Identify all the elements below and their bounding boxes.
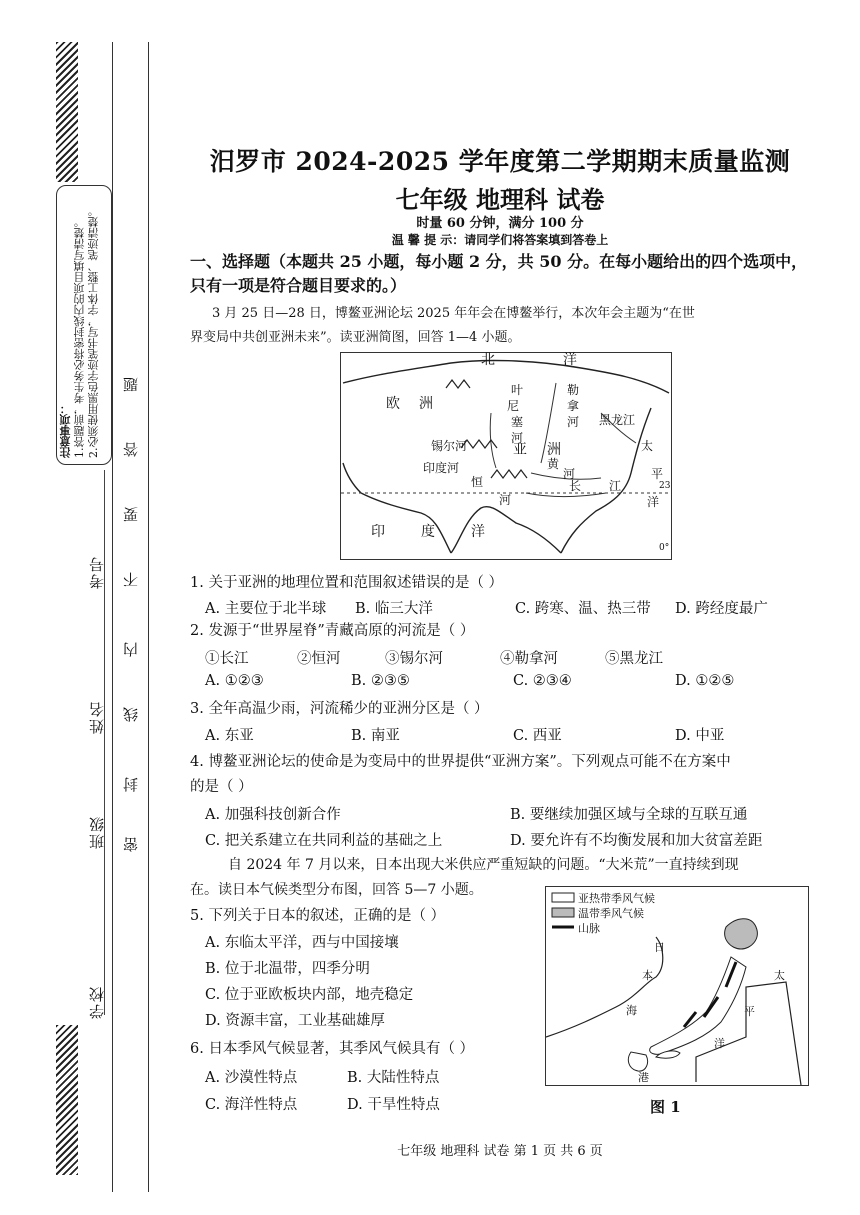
- exam-tip: 温 馨 提 示：请同学们将答案填到答卷上: [391, 233, 609, 247]
- japan-label-ben: 本: [642, 969, 653, 982]
- q5-option-a: A. 东临太平洋，西与中国接壤: [205, 935, 399, 951]
- q6-stem: 6. 日本季风气候显著，其季风气候具有（ ）: [190, 1041, 475, 1057]
- japan-legend-temperate: 温带季风气候: [578, 907, 644, 920]
- asia-label-le-2: 拿: [567, 399, 580, 413]
- asia-label-ocean: 洋: [563, 352, 577, 368]
- notice-item-1: 1.答题前，考生务必将密封线内的项目填写清楚。: [73, 216, 86, 458]
- q3-option-c: C. 西亚: [513, 728, 562, 744]
- asia-label-europe-2: 洲: [419, 396, 433, 412]
- q4-stem: 4. 博鳌亚洲论坛的使命是为变局中的世界提供“亚洲方案”。下列观点可能不在方案中: [190, 754, 731, 770]
- notice-item-2: 2.必须使用黑色字迹笔书写，字体工整、笔迹清楚。: [87, 205, 100, 458]
- asia-label-tai-2: 平: [651, 467, 664, 481]
- binding-line-outer: [112, 42, 113, 1192]
- q2-item-3: ③锡尔河: [385, 651, 443, 667]
- q1-option-c: C. 跨寒、温、热三带: [515, 601, 651, 617]
- q1-option-d: D. 跨经度最广: [675, 601, 768, 617]
- asia-label-huang-1: 黄: [547, 457, 560, 471]
- notice-box: [56, 185, 112, 465]
- japan-label-tai: 太: [774, 969, 785, 982]
- asia-map: [340, 352, 672, 560]
- q1-option-a: A. 主要位于北半球: [205, 601, 327, 617]
- q2-option-b: B. ②③⑤: [351, 673, 410, 689]
- exam-title: 汨罗市 2024-2025 学年度第二学期期末质量监测: [209, 147, 791, 176]
- japan-label-yang: 洋: [714, 1037, 725, 1050]
- context-2-line-2: 在。读日本气候类型分布图，回答 5—7 小题。: [190, 882, 483, 898]
- asia-label-asia-1: 亚: [513, 442, 527, 458]
- notice-title: 注意事项：: [59, 403, 72, 458]
- seal-char-6: 要: [122, 505, 140, 522]
- binding-hatch-top: [56, 42, 78, 182]
- asia-label-ye-3: 塞: [511, 415, 524, 429]
- asia-label-chang-2: 江: [609, 479, 622, 493]
- q3-options: [205, 724, 724, 745]
- q2-item-1: ①长江: [205, 651, 249, 667]
- q2-option-a: A. ①②③: [205, 673, 264, 689]
- q6-option-d: D. 干旱性特点: [347, 1097, 440, 1113]
- asia-label-ye-2: 尼: [507, 399, 520, 413]
- asia-label-ye-4: 河: [511, 431, 524, 445]
- seal-char-8: 题: [122, 375, 140, 392]
- seal-char-5: 不: [122, 570, 140, 587]
- q2-stem: 2. 发源于“世界屋脊”青藏高原的河流是（ ）: [190, 623, 475, 639]
- asia-label-chang-1: 长: [569, 479, 582, 493]
- japan-label-ri: 日: [654, 941, 665, 954]
- asia-label-xier: 锡尔河: [431, 439, 468, 453]
- japan-label-hai: 海: [626, 1004, 637, 1017]
- q6-option-b: B. 大陆性特点: [347, 1070, 440, 1086]
- q2-item-4: ④勒拿河: [500, 651, 558, 667]
- asia-label-heilong: 黑龙江: [599, 413, 636, 427]
- q6-option-c: C. 海洋性特点: [205, 1097, 298, 1113]
- field-underline: [104, 470, 105, 1015]
- q4-option-c: C. 把关系建立在共同利益的基础之上: [205, 833, 443, 849]
- q3-stem: 3. 全年高温少雨，河流稀少的亚洲分区是（ ）: [190, 701, 489, 717]
- asia-label-le-3: 河: [567, 415, 580, 429]
- seal-char-4: 内: [122, 640, 140, 657]
- japan-legend-mountain: 山脉: [578, 922, 600, 935]
- q4-option-a: A. 加强科技创新合作: [205, 807, 341, 823]
- asia-label-yindu: 印度河: [423, 461, 460, 475]
- q5-option-d: D. 资源丰富，工业基础雄厚: [205, 1013, 385, 1029]
- seal-char-2: 封: [122, 775, 140, 792]
- q4-options-row-1: [205, 803, 747, 824]
- asia-label-le-1: 勒: [567, 383, 580, 397]
- japan-legend-subtropical: 亚热带季风气候: [578, 892, 655, 905]
- q2-option-c: C. ②③④: [513, 673, 572, 689]
- class-label: 班级: [88, 815, 106, 849]
- asia-label-in-2: 度: [421, 524, 435, 540]
- asia-label-huang-2: 河: [563, 467, 576, 481]
- school-label: 学校: [88, 985, 106, 1019]
- japan-label-gang: 港: [638, 1071, 649, 1084]
- context-1-line-1: 3 月 25 日—28 日，博鳌亚洲论坛 2025 年年会在博鳌举行，本次年会主题为“在世: [212, 306, 695, 321]
- q6-option-a: A. 沙漠性特点: [205, 1070, 298, 1086]
- seal-char-7: 答: [122, 440, 140, 457]
- asia-label-heng-1: 恒: [471, 475, 484, 489]
- binding-line-inner: [148, 42, 149, 1192]
- q2-option-d: D. ①②⑤: [675, 673, 735, 689]
- q3-option-b: B. 南亚: [351, 728, 400, 744]
- asia-label-lat0: 0°: [659, 543, 670, 553]
- context-2-line-1: 自 2024 年 7 月以来，日本出现大米供应严重短缺的问题。“大米荒”一直持续到现: [228, 857, 739, 873]
- japan-map-caption: 图 1: [650, 1098, 681, 1116]
- asia-label-tai-3: 洋: [647, 495, 660, 509]
- asia-label-in-3: 洋: [471, 524, 485, 540]
- seal-char-1: 密: [122, 835, 140, 852]
- q5-option-c: C. 位于亚欧板块内部，地壳稳定: [205, 987, 414, 1003]
- q2-item-5: ⑤黑龙江: [605, 651, 663, 667]
- exam-no-label: 考号: [88, 555, 106, 589]
- q2-items: [205, 647, 663, 668]
- asia-label-ye-1: 叶: [511, 383, 524, 397]
- exam-meta: 时量 60 分钟，满分 100 分: [416, 216, 584, 231]
- exam-subtitle: 七年级 地理科 试卷: [395, 185, 605, 214]
- q5-option-b: B. 位于北温带，四季分明: [205, 961, 370, 977]
- q6-options-row-1: [205, 1066, 439, 1087]
- japan-map: [545, 886, 809, 1086]
- q1-options: [205, 597, 768, 618]
- binding-hatch-bottom: [56, 1025, 78, 1175]
- q1-option-b: B. 临三大洋: [355, 601, 433, 617]
- section-heading: 一、选择题（本题共 25 小题，每小题 2 分，共 50 分。在每小题给出的四个选项中，只有一项是符合题目要求的。）: [190, 252, 808, 295]
- q1-stem: 1. 关于亚洲的地理位置和范围叙述错误的是（ ）: [190, 575, 504, 591]
- asia-label-asia-2: 洲: [547, 442, 561, 458]
- asia-label-heng-2: 河: [499, 493, 512, 507]
- asia-label-tai-1: 太: [641, 439, 654, 453]
- asia-label-north: 北: [481, 352, 495, 368]
- asia-label-europe-1: 欧: [386, 396, 400, 412]
- q3-option-d: D. 中亚: [675, 728, 725, 744]
- q4-stem-2: 的是（ ）: [190, 779, 253, 795]
- q4-option-b: B. 要继续加强区域与全球的互联互通: [510, 807, 748, 823]
- q6-options-row-2: [205, 1093, 440, 1114]
- q5-stem: 5. 下列关于日本的叙述，正确的是（ ）: [190, 908, 446, 924]
- q2-item-2: ②恒河: [297, 651, 341, 667]
- q2-options: [205, 673, 734, 689]
- asia-map-outline: [341, 353, 671, 559]
- q4-options-row-2: [205, 829, 762, 850]
- japan-label-ping: 平: [744, 1005, 755, 1018]
- asia-label-in-1: 印: [371, 524, 385, 540]
- context-1-line-2: 界变局中共创亚洲未来”。读亚洲简图，回答 1—4 小题。: [190, 330, 521, 345]
- q3-option-a: A. 东亚: [205, 728, 254, 744]
- q4-option-d: D. 要允许有不均衡发展和加大贫富差距: [510, 833, 763, 849]
- asia-label-lat23: 23: [659, 481, 671, 491]
- page-footer: 七年级 地理科 试卷 第 1 页 共 6 页: [397, 1144, 603, 1159]
- seal-char-3: 线: [122, 705, 140, 722]
- name-label: 姓名: [88, 700, 106, 734]
